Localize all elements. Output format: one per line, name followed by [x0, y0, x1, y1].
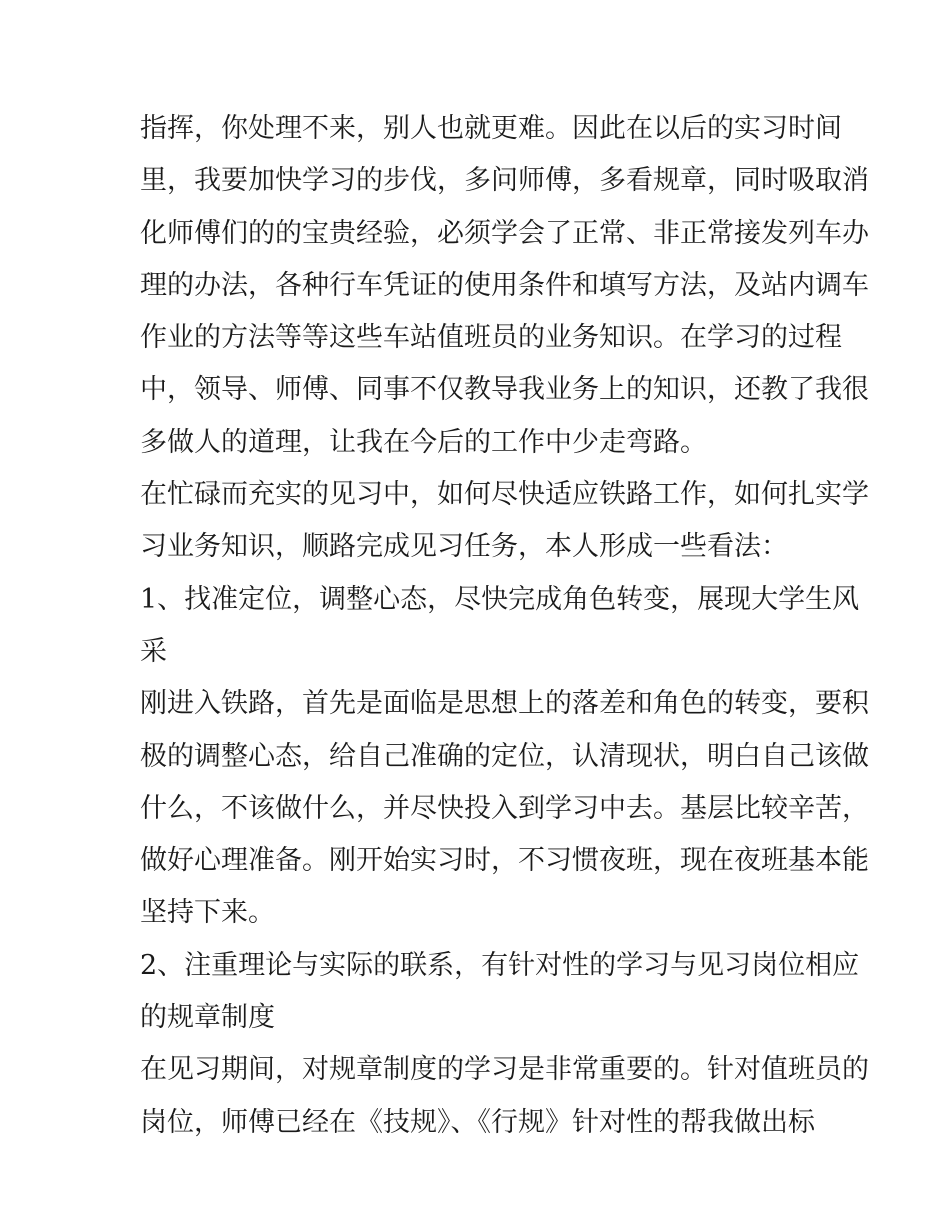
- section-heading-2-cont: 的规章制度: [140, 1002, 275, 1034]
- document-body: [140, 103, 869, 1149]
- text-line-4: 理的办法，各种行车凭证的使用条件和填写方法，及站内调车: [140, 269, 869, 301]
- text-line-2: 里，我要加快学习的步伐，多问师傅，多看规章，同时吸取消: [140, 165, 869, 197]
- text-line-5: 作业的方法等等这些车站值班员的业务知识。在学习的过程: [140, 322, 842, 354]
- text-line-14: 什么，不该做什么，并尽快投入到学习中去。基层比较辛苦，: [140, 792, 869, 824]
- text-line-16: 坚持下来。: [140, 897, 275, 929]
- section-heading-1: 1、找准定位，调整心态，尽快完成角色转变，展现大学生风: [140, 583, 860, 615]
- text-line-3: 化师傅们的的宝贵经验，必须学会了正常、非正常接发列车办: [140, 217, 869, 249]
- text-line-6: 中，领导、师傅、同事不仅教导我业务上的知识，还教了我很: [140, 374, 869, 406]
- text-line-19: 在见习期间，对规章制度的学习是非常重要的。针对值班员的: [140, 1054, 869, 1086]
- text-line-9: 习业务知识，顺路完成见习任务，本人形成一些看法：: [140, 531, 788, 563]
- section-heading-1-cont: 采: [140, 635, 167, 667]
- text-line-13: 极的调整心态，给自己准确的定位，认清现状，明白自己该做: [140, 740, 869, 772]
- text-line-20: 岗位，师傅已经在《技规》、《行规》针对性的帮我做出标: [140, 1106, 815, 1138]
- text-line-12: 刚进入铁路，首先是面临是思想上的落差和角色的转变，要积: [140, 688, 869, 720]
- text-line-8: 在忙碌而充实的见习中，如何尽快适应铁路工作，如何扎实学: [140, 479, 869, 511]
- text-line-1: 指挥，你处理不来，别人也就更难。因此在以后的实习时间: [140, 113, 842, 144]
- text-line-15: 做好心理准备。刚开始实习时，不习惯夜班，现在夜班基本能: [140, 845, 869, 877]
- text-line-7: 多做人的道理，让我在今后的工作中少走弯路。: [140, 426, 707, 458]
- section-heading-2: 2、注重理论与实际的联系，有针对性的学习与见习岗位相应: [140, 949, 860, 981]
